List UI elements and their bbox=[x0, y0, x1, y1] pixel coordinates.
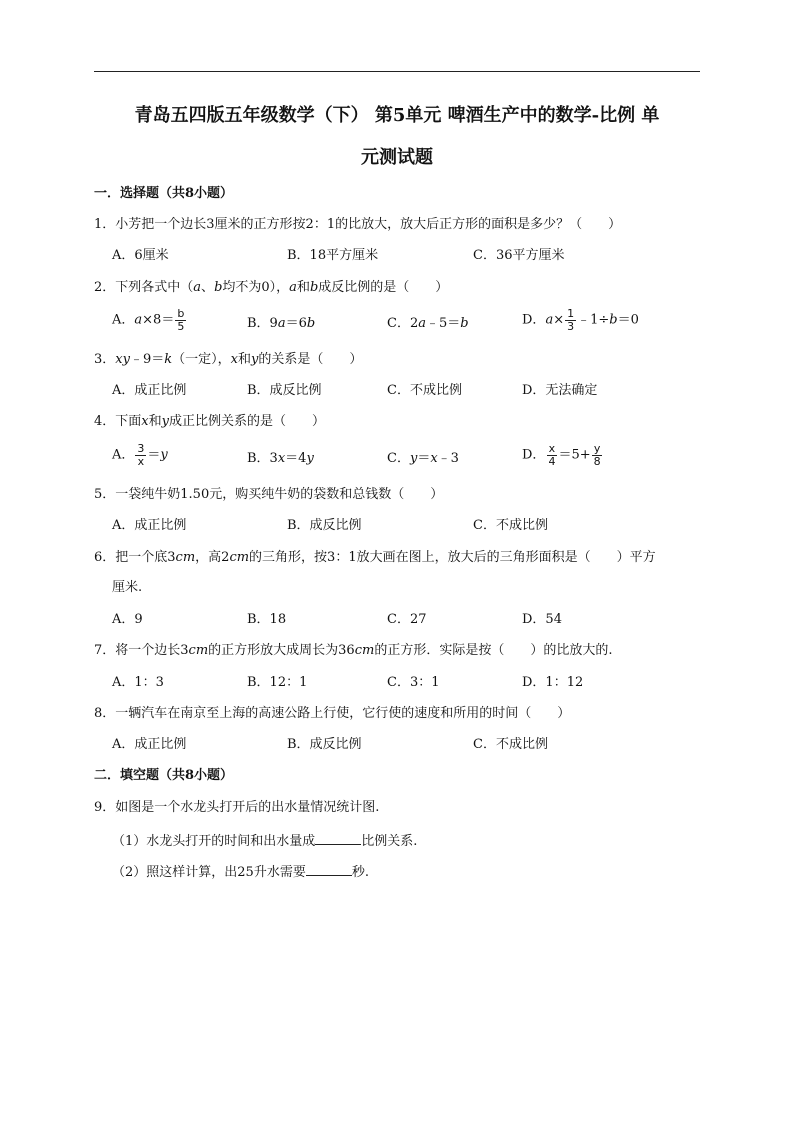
q8-option-b: B．成反比例 bbox=[287, 737, 362, 752]
q3-option-d: D．无法确定 bbox=[522, 383, 598, 398]
q4-option-d: D． $\frac{x}{4}$ ＝5+ $\frac{y}{8}$ bbox=[522, 442, 601, 468]
q9-subquestion-1: （1）水龙头打开的时间和出水量成 比例关系. bbox=[112, 834, 418, 849]
q6-option-a: A．9 bbox=[112, 612, 143, 627]
q7-option-d: D．1：12 bbox=[522, 675, 584, 690]
q6-option-c: C．27 bbox=[387, 612, 427, 627]
answer-blank[interactable] bbox=[306, 863, 352, 876]
q7-option-c: C．3：1 bbox=[387, 675, 440, 690]
q7-option-a: A．1：3 bbox=[112, 675, 164, 690]
answer-blank[interactable] bbox=[315, 832, 361, 845]
q1-option-b: B．18平方厘米 bbox=[287, 248, 379, 263]
section-heading-fill: 二．填空题（共8小题） bbox=[94, 768, 234, 783]
q8-option-c: C．不成比例 bbox=[473, 737, 548, 752]
fraction: $\frac{y}{8}$ bbox=[593, 442, 601, 468]
q4-option-a: A． $\frac{3}{x}$ ＝y bbox=[112, 442, 168, 468]
q2-option-b: B．9a＝6b bbox=[247, 316, 316, 331]
q2-option-d: D．a× $\frac{1}{3}$ ﹣1÷b＝0 bbox=[522, 307, 639, 333]
q3-option-c: C．不成比例 bbox=[387, 383, 462, 398]
fraction: $\frac{1}{3}$ bbox=[567, 307, 575, 333]
q2-option-c: C．2a﹣5＝b bbox=[387, 316, 469, 331]
q5-option-a: A．成正比例 bbox=[112, 518, 187, 533]
page-title-continued: 元测试题 bbox=[361, 147, 433, 168]
q8-option-a: A．成正比例 bbox=[112, 737, 187, 752]
question-2: 2．下列各式中（a、b均不为0），a和b成反比例的是（ ） bbox=[94, 280, 449, 295]
question-1: 1．小芳把一个边长3厘米的正方形按2：1的比放大，放大后正方形的面积是多少？（ ） bbox=[94, 217, 622, 232]
q6-option-d: D．54 bbox=[522, 612, 562, 627]
fraction: $\frac{x}{4}$ bbox=[548, 442, 556, 468]
question-3: 3．xy﹣9＝k（一定），x和y的关系是（ ） bbox=[94, 352, 363, 367]
question-5: 5．一袋纯牛奶1.50元，购买纯牛奶的袋数和总钱数（ ） bbox=[94, 487, 444, 502]
question-9: 9．如图是一个水龙头打开后的出水量情况统计图. bbox=[94, 800, 380, 815]
fraction: $\frac{b}{5}$ bbox=[177, 307, 185, 333]
q1-option-a: A．6厘米 bbox=[112, 248, 169, 263]
question-4: 4．下面x和y成正比例关系的是（ ） bbox=[94, 414, 326, 429]
q4-option-c: C．y＝x﹣3 bbox=[387, 451, 459, 466]
question-6: 6．把一个底3cm，高2cm的三角形，按3：1放大画在图上，放大后的三角形面积是（ ）平方 bbox=[94, 550, 656, 565]
q6-option-b: B．18 bbox=[247, 612, 287, 627]
question-7: 7．将一个边长3cm的正方形放大成周长为36cm的正方形．实际是按（ ）的比放大的. bbox=[94, 643, 613, 658]
page-title: 青岛五四版五年级数学（下） 第5单元 啤酒生产中的数学-比例 单 bbox=[134, 105, 660, 126]
section-heading-choice: 一．选择题（共8小题） bbox=[94, 186, 234, 201]
q3-option-a: A．成正比例 bbox=[112, 383, 187, 398]
q9-subquestion-2: （2）照这样计算，出25升水需要 秒. bbox=[112, 865, 369, 880]
q7-option-b: B．12：1 bbox=[247, 675, 308, 690]
q1-option-c: C．36平方厘米 bbox=[473, 248, 565, 263]
header-rule bbox=[94, 71, 700, 72]
q2-option-a: A．a×8＝ $\frac{b}{5}$ bbox=[112, 307, 185, 333]
q3-option-b: B．成反比例 bbox=[247, 383, 322, 398]
q5-option-c: C．不成比例 bbox=[473, 518, 548, 533]
q5-option-b: B．成反比例 bbox=[287, 518, 362, 533]
fraction: $\frac{3}{x}$ bbox=[137, 442, 145, 468]
q4-option-b: B．3x＝4y bbox=[247, 451, 314, 466]
question-6-continued: 厘米. bbox=[112, 580, 143, 595]
question-8: 8．一辆汽车在南京至上海的高速公路上行使，它行使的速度和所用的时间（ ） bbox=[94, 706, 571, 721]
